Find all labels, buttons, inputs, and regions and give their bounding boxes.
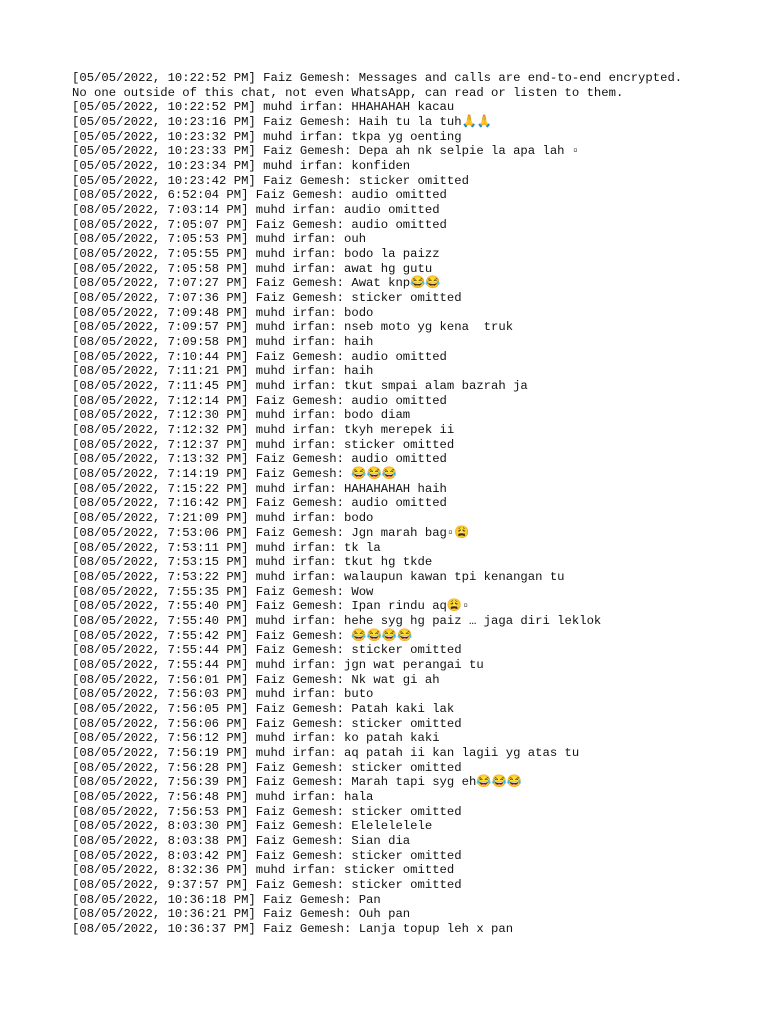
chat-line: [08/05/2022, 10:36:18 PM] Faiz Gemesh: Pan — [72, 892, 381, 907]
chat-line: [08/05/2022, 7:56:12 PM] muhd irfan: ko patah kaki — [72, 731, 440, 746]
chat-line: [08/05/2022, 7:14:19 PM] Faiz Gemesh: 😂😂😂 — [72, 467, 398, 482]
chat-line: [08/05/2022, 7:53:22 PM] muhd irfan: walaupun kawan tpi kenangan tu — [72, 569, 565, 584]
chat-line: [08/05/2022, 7:56:03 PM] muhd irfan: buto — [72, 687, 374, 702]
chat-line: [08/05/2022, 7:56:48 PM] muhd irfan: hala — [72, 789, 374, 804]
chat-line: [08/05/2022, 7:55:44 PM] muhd irfan: jgn wat perangai tu — [72, 657, 484, 672]
chat-line: [08/05/2022, 7:03:14 PM] muhd irfan: audio omitted — [72, 203, 440, 218]
chat-line: [08/05/2022, 7:13:32 PM] Faiz Gemesh: audio omitted — [72, 452, 447, 467]
chat-line: [08/05/2022, 7:09:57 PM] muhd irfan: nseb moto yg kena truk — [72, 320, 514, 335]
chat-line: [08/05/2022, 7:56:28 PM] Faiz Gemesh: sticker omitted — [72, 760, 462, 775]
chat-line: [08/05/2022, 7:55:44 PM] Faiz Gemesh: sticker omitted — [72, 643, 462, 658]
chat-line: [08/05/2022, 6:52:04 PM] Faiz Gemesh: audio omitted — [72, 188, 447, 203]
chat-line: [05/05/2022, 10:23:32 PM] muhd irfan: tkpa yg oenting — [72, 129, 462, 144]
chat-line: [08/05/2022, 7:15:22 PM] muhd irfan: HAHAHAHAH haih — [72, 481, 447, 496]
chat-line: [08/05/2022, 7:56:53 PM] Faiz Gemesh: sticker omitted — [72, 804, 462, 819]
chat-line: [08/05/2022, 7:05:07 PM] Faiz Gemesh: audio omitted — [72, 217, 447, 232]
chat-line: [08/05/2022, 7:16:42 PM] Faiz Gemesh: audio omitted — [72, 496, 447, 511]
chat-line: [08/05/2022, 7:21:09 PM] muhd irfan: bodo — [72, 511, 374, 526]
chat-line: [05/05/2022, 10:23:16 PM] Faiz Gemesh: Haih tu la tuh🙏🙏 — [72, 115, 493, 130]
chat-line: [08/05/2022, 7:11:45 PM] muhd irfan: tkut smpai alam bazrah ja — [72, 379, 528, 394]
chat-line: [08/05/2022, 7:09:58 PM] muhd irfan: haih — [72, 335, 374, 350]
chat-line: [08/05/2022, 10:36:37 PM] Faiz Gemesh: Lanja topup leh x pan — [72, 921, 514, 936]
chat-line: [08/05/2022, 7:10:44 PM] Faiz Gemesh: audio omitted — [72, 349, 447, 364]
chat-line: [08/05/2022, 7:53:15 PM] muhd irfan: tkut hg tkde — [72, 555, 433, 570]
chat-line: [08/05/2022, 10:36:21 PM] Faiz Gemesh: Ouh pan — [72, 907, 411, 922]
chat-line: [08/05/2022, 7:56:19 PM] muhd irfan: aq patah ii kan lagii yg atas tu — [72, 745, 580, 760]
chat-line: [08/05/2022, 7:53:11 PM] muhd irfan: tk la — [72, 540, 381, 555]
chat-line: [08/05/2022, 7:56:39 PM] Faiz Gemesh: Marah tapi syg eh😂😂😂 — [72, 775, 523, 790]
chat-line: [08/05/2022, 7:12:32 PM] muhd irfan: tkyh merepek ii — [72, 423, 455, 438]
chat-line: No one outside of this chat, not even WhatsApp, can read or listen to them. — [72, 85, 624, 100]
chat-line: [08/05/2022, 7:05:55 PM] muhd irfan: bodo la paizz — [72, 247, 440, 262]
chat-line: [08/05/2022, 7:07:36 PM] Faiz Gemesh: sticker omitted — [72, 291, 462, 306]
chat-line: [08/05/2022, 9:37:57 PM] Faiz Gemesh: sticker omitted — [72, 877, 462, 892]
chat-line: [08/05/2022, 7:55:42 PM] Faiz Gemesh: 😂😂😂😂 — [72, 628, 413, 643]
chat-line: [05/05/2022, 10:22:52 PM] Faiz Gemesh: Messages and calls are end-to-end encrypted. — [72, 71, 683, 85]
chat-line: [08/05/2022, 7:56:05 PM] Faiz Gemesh: Patah kaki lak — [72, 701, 455, 716]
chat-line: [08/05/2022, 7:53:06 PM] Faiz Gemesh: Jgn marah bag▫😩 — [72, 525, 470, 540]
chat-transcript — [72, 71, 732, 937]
chat-line: [08/05/2022, 7:12:14 PM] Faiz Gemesh: audio omitted — [72, 393, 447, 408]
chat-line: [08/05/2022, 7:12:30 PM] muhd irfan: bodo diam — [72, 408, 411, 423]
chat-line: [08/05/2022, 8:03:42 PM] Faiz Gemesh: sticker omitted — [72, 848, 462, 863]
chat-line: [08/05/2022, 7:55:40 PM] Faiz Gemesh: Ipan rindu aq😩▫ — [72, 599, 470, 614]
chat-line: [08/05/2022, 8:03:30 PM] Faiz Gemesh: Elelelelele — [72, 819, 433, 834]
chat-line: [08/05/2022, 7:11:21 PM] muhd irfan: haih — [72, 364, 374, 379]
chat-line: [08/05/2022, 8:03:38 PM] Faiz Gemesh: Sian dia — [72, 833, 411, 848]
chat-line: [08/05/2022, 7:56:06 PM] Faiz Gemesh: sticker omitted — [72, 716, 462, 731]
chat-line: [08/05/2022, 8:32:36 PM] muhd irfan: sticker omitted — [72, 863, 455, 878]
chat-line: [05/05/2022, 10:23:42 PM] Faiz Gemesh: sticker omitted — [72, 173, 469, 188]
chat-line: [08/05/2022, 7:56:01 PM] Faiz Gemesh: Nk wat gi ah — [72, 672, 440, 687]
chat-line: [05/05/2022, 10:23:33 PM] Faiz Gemesh: Depa ah nk selpie la apa lah ▫ — [72, 144, 580, 159]
chat-line: [05/05/2022, 10:23:34 PM] muhd irfan: konfiden — [72, 159, 411, 174]
chat-line: [08/05/2022, 7:12:37 PM] muhd irfan: sticker omitted — [72, 437, 455, 452]
chat-line: [08/05/2022, 7:09:48 PM] muhd irfan: bodo — [72, 305, 374, 320]
chat-line: [08/05/2022, 7:05:58 PM] muhd irfan: awat hg gutu — [72, 261, 433, 276]
chat-line: [08/05/2022, 7:55:35 PM] Faiz Gemesh: Wow — [72, 584, 374, 599]
chat-line: [08/05/2022, 7:55:40 PM] muhd irfan: hehe syg hg paiz … jaga diri leklok — [72, 613, 602, 628]
chat-line: [08/05/2022, 7:05:53 PM] muhd irfan: ouh — [72, 232, 367, 247]
chat-line: [08/05/2022, 7:07:27 PM] Faiz Gemesh: Awat knp😂😂 — [72, 276, 441, 291]
chat-line: [05/05/2022, 10:22:52 PM] muhd irfan: HHAHAHAH kacau — [72, 100, 455, 115]
